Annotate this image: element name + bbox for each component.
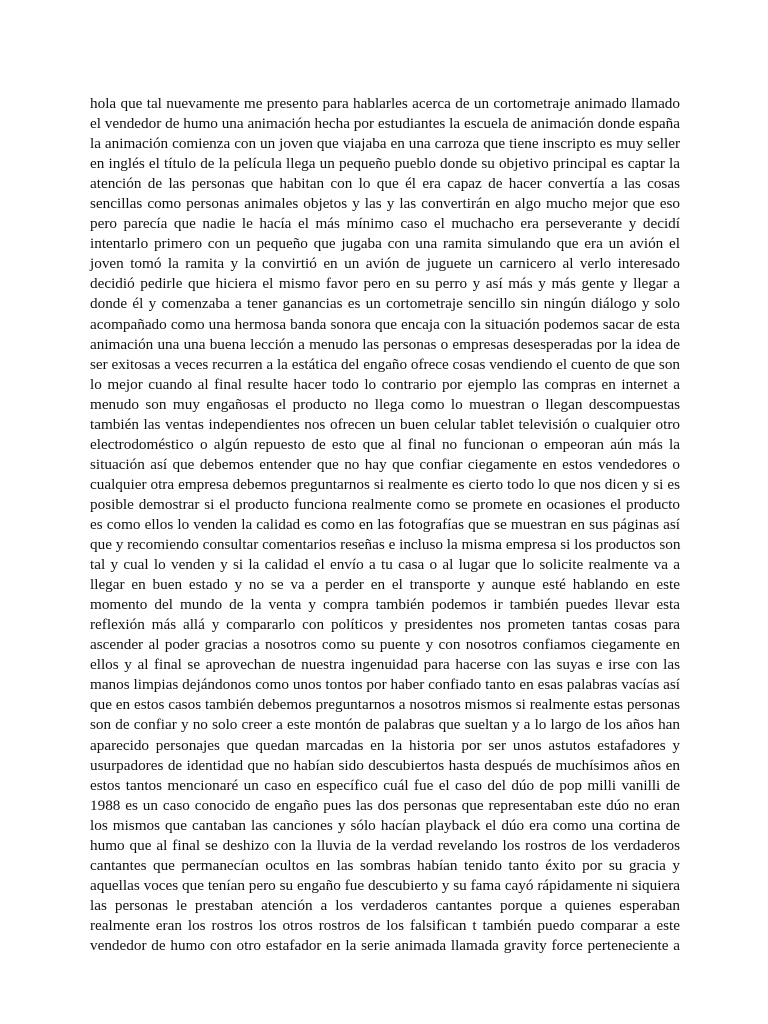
text-line: decidió pedirle que hiciera el mismo favor pero en su perro y así más y más gente y llegar a (90, 275, 680, 293)
text-line: joven tomó la ramita y la convirtió en un avión de juguete un carnicero al verlo interesado (90, 255, 680, 273)
text-line: vendedor de humo con otro estafador en la serie animada llamada gravity force perteneciente a (90, 936, 680, 954)
text-line: la animación comienza con un joven que viajaba en una carroza que tiene inscripto es muy seller (90, 135, 680, 153)
body-text (90, 94, 680, 956)
text-line: atención de las personas que habitan con lo que él era capaz de hacer convertía a las cosas (90, 175, 680, 193)
text-line: momento del mundo de la venta y compra también podemos ir también puedes llevar esta (90, 596, 680, 614)
text-line: 1988 es un caso conocido de engaño pues las dos personas que representaban este dúo no eran (90, 796, 680, 814)
text-line: animación una una buena lección a menudo las personas o empresas desesperadas por la idea de (90, 335, 680, 353)
text-line: llegar en buen estado y no se va a perder en el transporte y aunque esté hablando en este (90, 576, 680, 594)
text-line: que y recomiendo consultar comentarios reseñas e incluso la misma empresa si los productos son (90, 536, 681, 554)
text-line: es como ellos lo venden la calidad es como en las fotografías que se muestran en sus páginas así (90, 515, 680, 533)
text-line: reflexión más allá y compararlo con políticos y presidentes nos prometen tantas cosas para (90, 616, 680, 634)
text-line: los mismos que cantaban las canciones y sólo hacían playback el dúo era como una cortina de (90, 816, 680, 834)
text-line: humo que al final se deshizo con la lluvia de la verdad revelando los rostros de los verdaderos (90, 836, 680, 854)
text-line: usurpadores de identidad que no habían sido descubiertos hasta después de muchísimos años en (90, 756, 680, 774)
text-line: tal y cual lo venden y si la calidad el envío a tu casa o al lugar que lo solicite realmente va a (90, 556, 680, 574)
text-line: son de confiar y no solo creer a este montón de palabras que sueltan y a lo largo de los años han (90, 716, 680, 734)
text-line: en inglés el título de la película llega un pequeño pueblo donde su objetivo principal es captar la (90, 155, 680, 173)
text-line: electrodoméstico o algún repuesto de esto que al final no funcionan o empeoran aún más la (90, 435, 680, 453)
text-line: sencillas como personas animales objetos y las y las convertirán en algo mucho mejor que eso (90, 195, 680, 213)
text-line: el vendedor de humo una animación hecha por estudiantes la escuela de animación donde españa (90, 115, 680, 133)
text-line: que en estos casos también debemos preguntarnos a nosotros mismos si realmente estas personas (90, 696, 680, 714)
text-line: manos limpias dejándonos como unos tontos por haber confiado tanto en esas palabras vacías así (90, 676, 680, 694)
text-line: ser exitosas a veces recurren a la estática del engaño ofrece cosas vendiendo el cuento de que son (90, 355, 680, 373)
text-line: hola que tal nuevamente me presento para hablarles acerca de un cortometraje animado llamado (90, 95, 680, 112)
text-line: las personas le prestaban atención a los verdaderos cantantes porque a quienes esperaban (90, 896, 680, 914)
text-line: pero parecía que nadie le hacía el más mínimo caso el muchacho era perseverante y decidí (90, 215, 680, 233)
text-line: situación así que debemos entender que no hay que confiar ciegamente en estos vendedores o (90, 455, 680, 473)
text-line: menudo son muy engañosas el producto no llega como lo muestran o llegan descompuestas (90, 395, 680, 413)
text-line: donde él y comenzaba a tener ganancias es un cortometraje sencillo sin ningún diálogo y solo (90, 295, 680, 313)
text-line: realmente eran los rostros los otros rostros de los falsifican t también puedo comparar a este (90, 916, 680, 934)
text-line: intentarlo primero con un pequeño que jugaba con una ramita simulando que era un avión el (90, 235, 680, 253)
text-line: también las ventas independientes nos ofrecen un buen celular tablet televisión o cualquier otro (90, 415, 680, 433)
text-line: cualquier otra empresa debemos preguntarnos si realmente es cierto todo lo que nos dicen y si es (90, 475, 680, 493)
text-line: ascender al poder gracias a nosotros como su puente y con nosotros confiamos ciegamente en (90, 636, 680, 654)
text-line: lo mejor cuando al final resulte hacer todo lo contrario por ejemplo las compras en internet a (90, 375, 680, 393)
text-line: ellos y al final se aprovechan de nuestra ingenuidad para hacerse con las suyas e irse con las (90, 656, 680, 674)
text-line: cantantes que permanecían ocultos en las sombras habían tenido tanto éxito por su gracia y (90, 856, 680, 874)
text-line: acompañado como una hermosa banda sonora que encaja con la situación podemos sacar de esta (90, 315, 680, 333)
text-line: aparecido personajes que quedan marcadas en la historia por ser unos astutos estafadores y (90, 736, 680, 754)
text-line: posible demostrar si el producto funciona realmente como se promete en ocasiones el producto (90, 495, 680, 513)
text-line: estos tantos mencionaré un caso en específico cuál fue el caso del dúo de pop milli vanilli de (90, 776, 680, 794)
text-line: aquellas voces que tenían pero su engaño fue descubierto y su fama cayó rápidamente ni siquiera (90, 876, 680, 894)
